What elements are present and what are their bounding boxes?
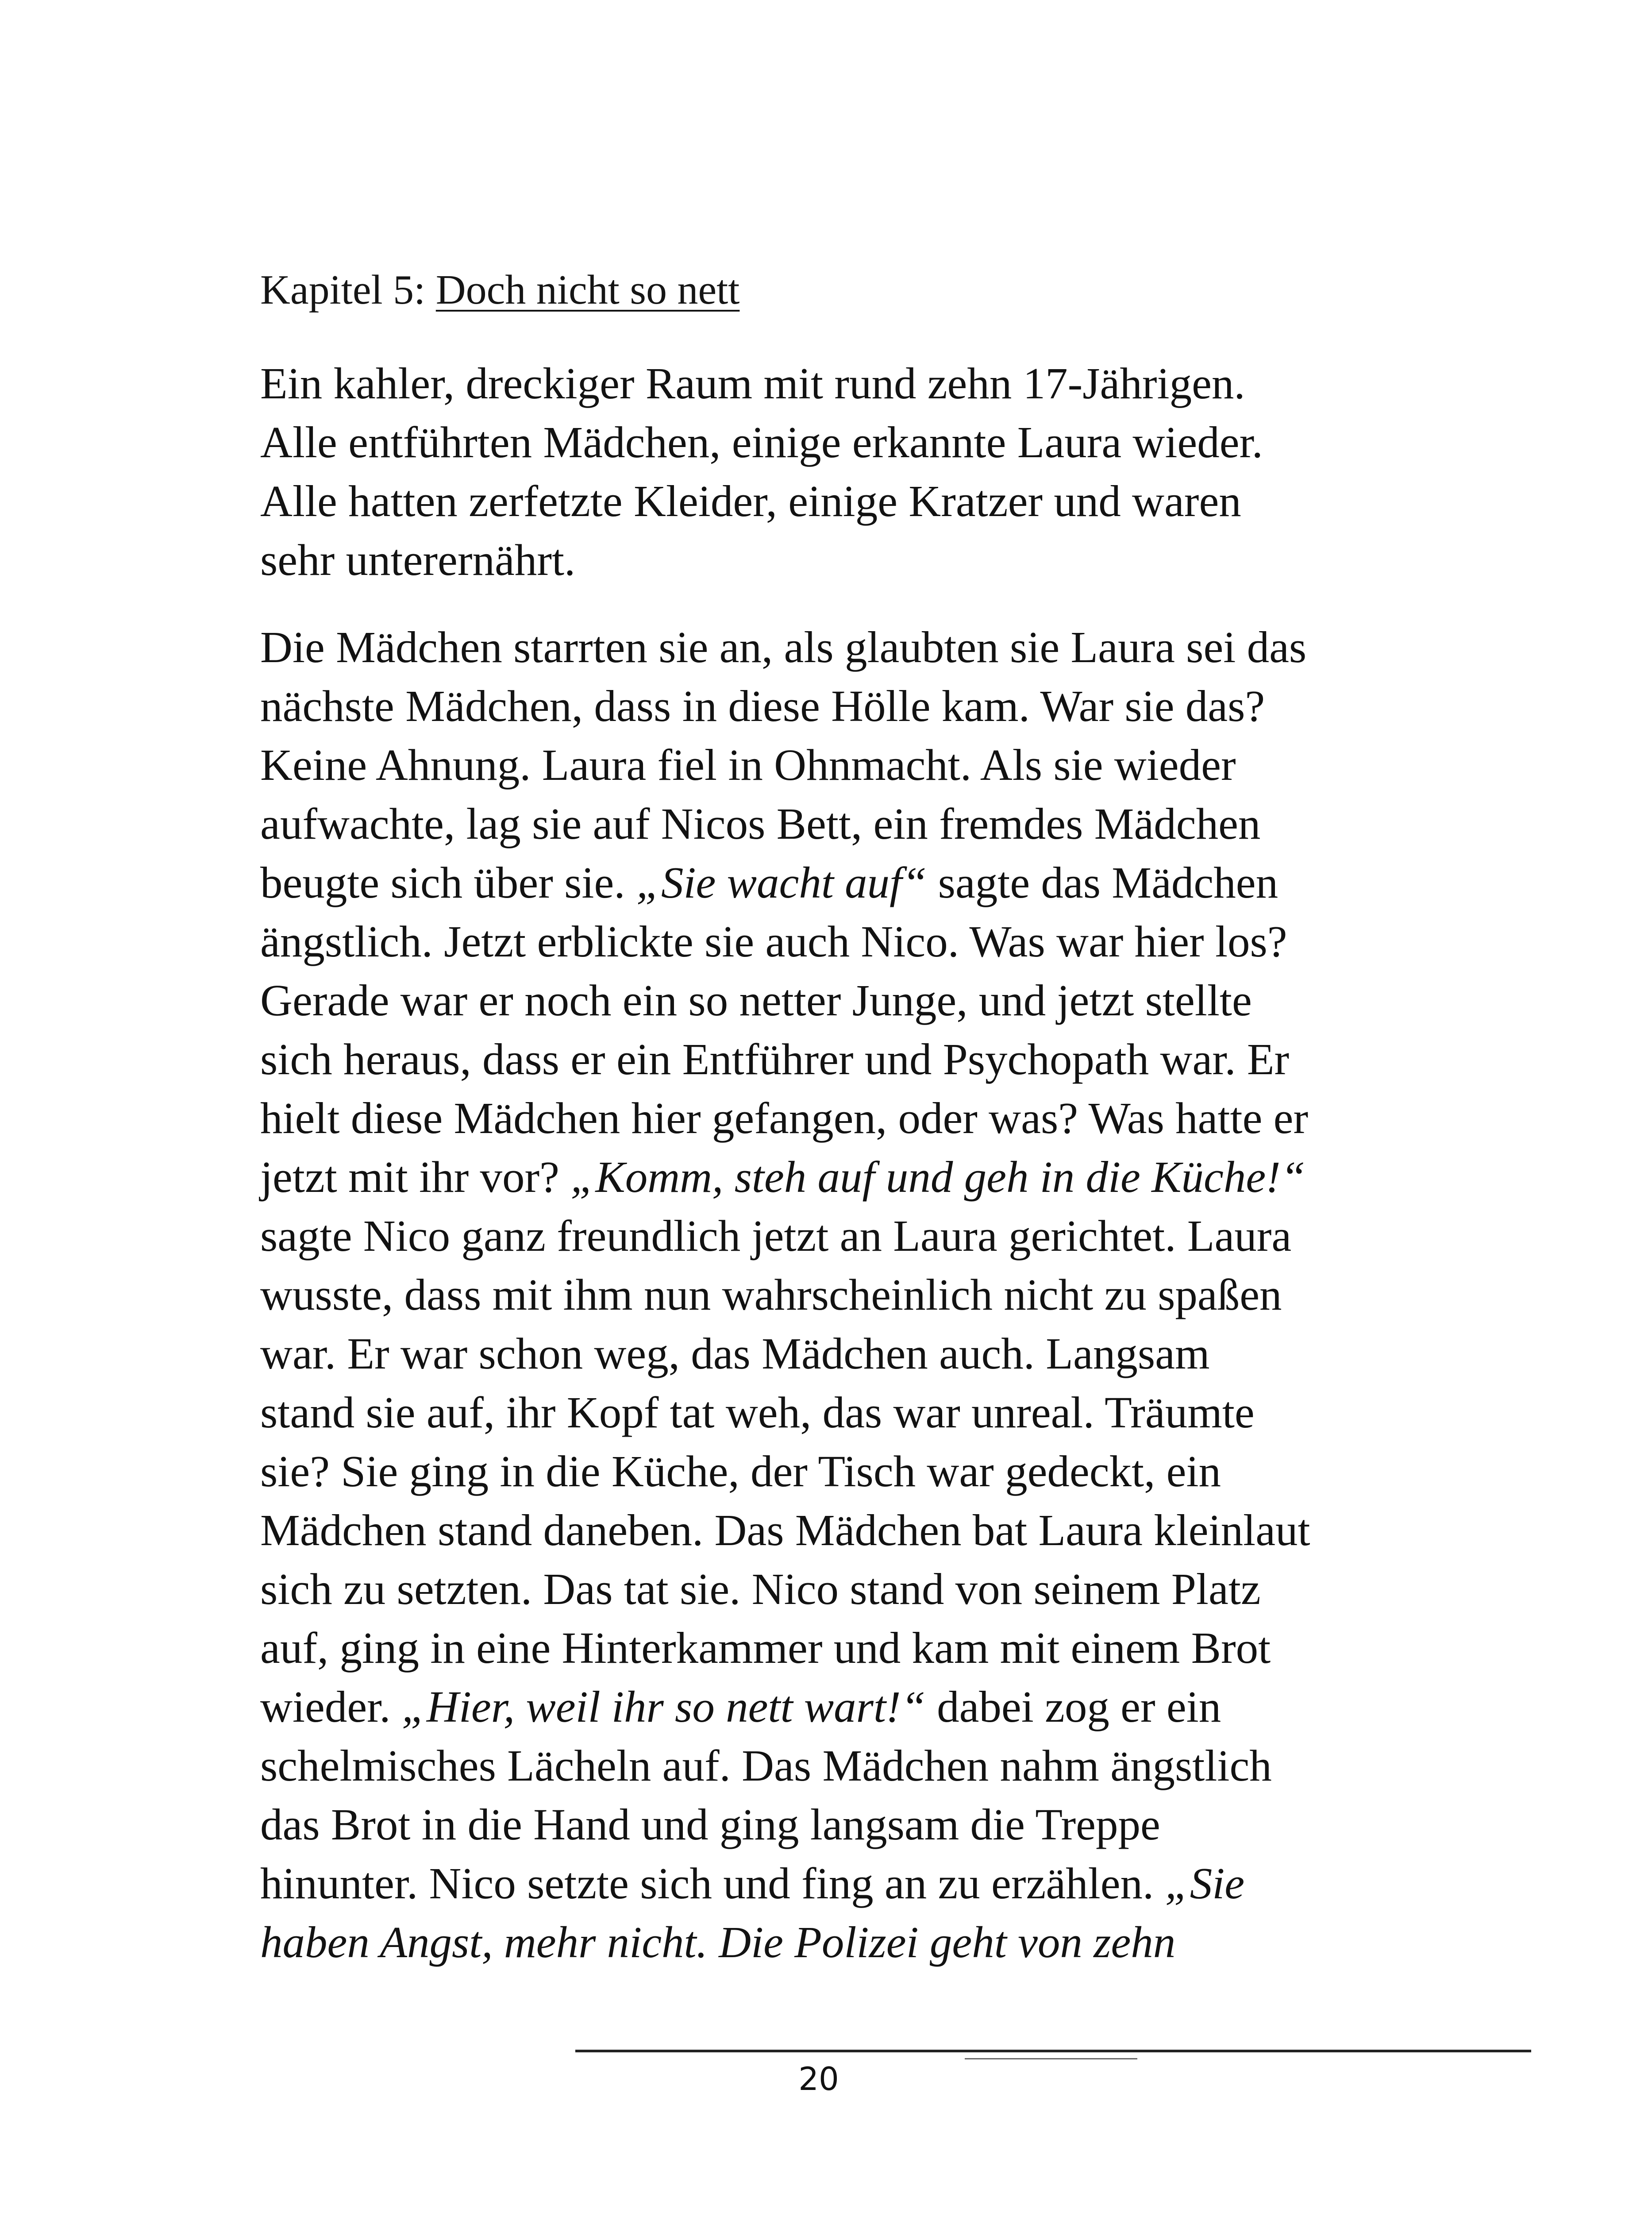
italic-quote: „Sie [1165, 1858, 1245, 1908]
text-line [260, 1324, 1455, 1383]
text-run: sagte das Mädchen [927, 858, 1278, 907]
text-run: hielt diese Mädchen hier gefangen, oder was? Was hatte er [260, 1093, 1309, 1143]
text-line [260, 736, 1455, 794]
text-run: das Brot in die Hand und ging langsam die Treppe [260, 1800, 1160, 1849]
text-line [260, 1913, 1455, 1972]
text-line [260, 1030, 1455, 1089]
chapter-title: Doch nicht so nett [435, 267, 740, 313]
paragraph-main [260, 618, 1455, 1972]
footer-divider-accent [965, 2058, 1137, 2059]
text-run: sie? Sie ging in die Küche, der Tisch war gedeckt, ein [260, 1446, 1221, 1496]
text-line [260, 1736, 1455, 1795]
text-run: sehr unterernährt. [260, 535, 576, 585]
text-run: Mädchen stand daneben. Das Mädchen bat Laura kleinlaut [260, 1505, 1310, 1555]
text-run: ängstlich. Jetzt erblickte sie auch Nico. Was war hier los? [260, 917, 1287, 966]
text-run: jetzt mit ihr vor? [260, 1152, 571, 1202]
text-line [260, 1854, 1455, 1913]
italic-quote: „Sie wacht auf“ [636, 858, 927, 907]
text-run: sich heraus, dass er ein Entführer und Psychopath war. Er [260, 1034, 1290, 1084]
text-line [260, 1677, 1455, 1736]
text-run: sich zu setzten. Das tat sie. Nico stand von seinem Platz [260, 1564, 1261, 1614]
text-line [260, 472, 1455, 531]
footer-divider [575, 2050, 1531, 2052]
text-line [260, 1501, 1455, 1560]
text-run: Die Mädchen starrten sie an, als glaubten sie Laura sei das [260, 622, 1307, 672]
text-run: Alle hatten zerfetzte Kleider, einige Kratzer und waren [260, 476, 1241, 526]
text-run: Gerade war er noch ein so netter Junge, und jetzt stellte [260, 975, 1252, 1025]
text-line [260, 1148, 1455, 1207]
text-line [260, 1089, 1455, 1148]
text-line [260, 354, 1455, 413]
page-number: 20 [798, 2060, 839, 2097]
text-line [260, 912, 1455, 971]
text-run: auf, ging in eine Hinterkammer und kam mit einem Brot [260, 1623, 1271, 1673]
text-run: Alle entführten Mädchen, einige erkannte Laura wieder. [260, 417, 1263, 467]
text-line [260, 1207, 1455, 1265]
text-run: war. Er war schon weg, das Mädchen auch. Langsam [260, 1329, 1210, 1378]
text-line [260, 1265, 1455, 1324]
text-line [260, 618, 1455, 677]
text-run: beugte sich über sie. [260, 858, 636, 907]
text-run: Keine Ahnung. Laura fiel in Ohnmacht. Als sie wieder [260, 740, 1236, 790]
text-run: wieder. [260, 1682, 402, 1731]
text-line [260, 413, 1455, 472]
text-run: sagte Nico ganz freundlich jetzt an Laura gerichtet. Laura [260, 1211, 1292, 1261]
text-run: nächste Mädchen, dass in diese Hölle kam. War sie das? [260, 681, 1265, 731]
chapter-heading [260, 261, 739, 319]
text-run: Ein kahler, dreckiger Raum mit rund zehn 17-Jährigen. [260, 359, 1245, 408]
chapter-label: Kapitel 5: [260, 267, 436, 313]
text-run: aufwachte, lag sie auf Nicos Bett, ein fremdes Mädchen [260, 799, 1261, 848]
text-run: wusste, dass mit ihm nun wahrscheinlich nicht zu spaßen [260, 1270, 1282, 1319]
italic-quote: „Komm, steh auf und geh in die Küche!“ [570, 1152, 1305, 1202]
text-line [260, 1442, 1455, 1501]
text-line [260, 1383, 1455, 1442]
text-line [260, 794, 1455, 853]
text-line [260, 677, 1455, 736]
text-run: stand sie auf, ihr Kopf tat weh, das war unreal. Träumte [260, 1388, 1255, 1437]
text-line [260, 1619, 1455, 1677]
text-line [260, 853, 1455, 912]
paragraph-intro [260, 354, 1455, 590]
italic-quote: „Hier, weil ihr so nett wart!“ [401, 1682, 926, 1731]
text-line [260, 1795, 1455, 1854]
text-run: hinunter. Nico setzte sich und fing an zu erzählen. [260, 1858, 1165, 1908]
text-line [260, 531, 1455, 590]
italic-quote: haben Angst, mehr nicht. Die Polizei geht von zehn [260, 1917, 1176, 1967]
text-run: schelmisches Lächeln auf. Das Mädchen nahm ängstlich [260, 1741, 1272, 1790]
text-line [260, 971, 1455, 1030]
text-run: dabei zog er ein [925, 1682, 1221, 1731]
text-line [260, 1560, 1455, 1619]
